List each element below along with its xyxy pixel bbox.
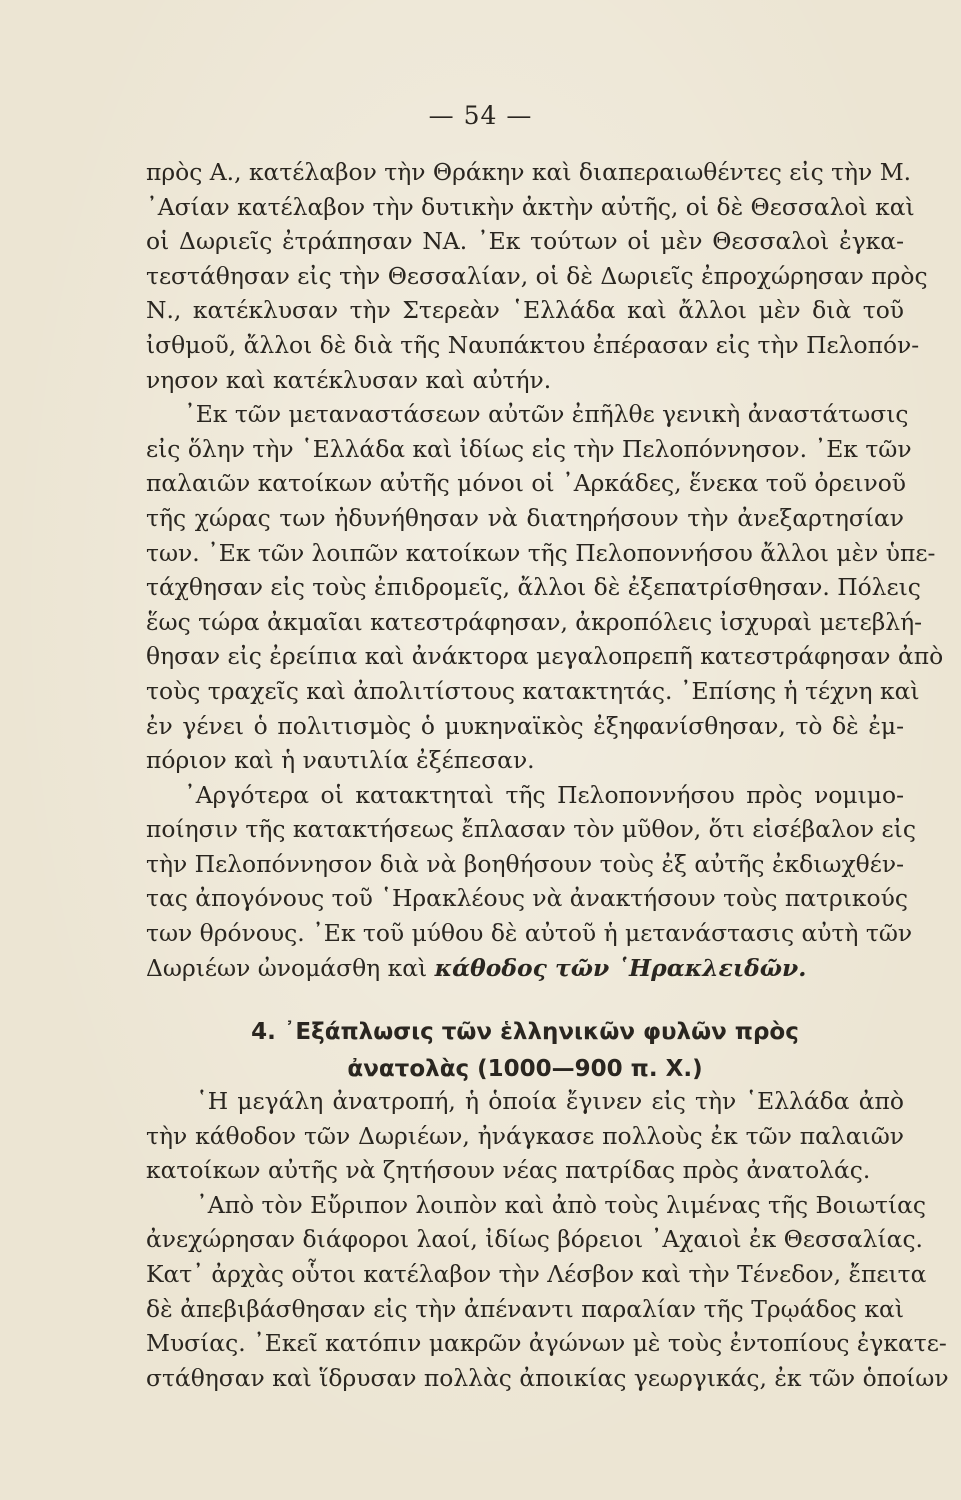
text-line: ᾿Απὸ τὸν Εὔριπον λοιπὸν καὶ ἀπὸ τοὺς λιμένας τῆς Βοιωτίας bbox=[196, 1190, 927, 1219]
text-line: Κατ᾿ ἀρχὰς οὗτοι κατέλαβον τὴν Λέσβον καὶ τὴν Τένεδον, ἔπειτα bbox=[146, 1259, 927, 1288]
text-line: νησον καὶ κατέκλυσαν καὶ αὐτήν. bbox=[146, 365, 552, 394]
text-line: στάθησαν καὶ ἵδρυσαν πολλὰς ἀποικίας γεωργικάς, ἐκ τῶν ὁποίων bbox=[146, 1363, 949, 1392]
text-line: ᾿Εκ τῶν μεταναστάσεων αὐτῶν ἐπῆλθε γενικὴ ἀναστάτωσις bbox=[184, 400, 909, 429]
text-line: θησαν εἰς ἐρείπια καὶ ἀνάκτορα μεγαλοπρεπῆ κατεστράφησαν ἀπὸ bbox=[146, 642, 944, 671]
text-line: ἰσθμοῦ, ἄλλοι δὲ διὰ τῆς Ναυπάκτου ἐπέρασαν εἰς τὴν Πελοπόν- bbox=[146, 330, 920, 359]
text-line: οἱ Δωριεῖς ἐτράπησαν ΝΑ. ᾿Εκ τούτων οἱ μὲν Θεσσαλοὶ ἐγκα- bbox=[146, 227, 904, 256]
text-line: Μυσίας. ᾿Εκεῖ κατόπιν μακρῶν ἀγώνων μὲ τοὺς ἐντοπίους ἐγκατε- bbox=[146, 1329, 947, 1358]
text-line: τοὺς τραχεῖς καὶ ἀπολιτίστους κατακτητάς. ᾿Επίσης ἡ τέχνη καὶ bbox=[146, 676, 920, 705]
text-line: των θρόνους. ᾿Εκ τοῦ μύθου δὲ αὐτοῦ ἡ μετανάστασις αὐτὴ τῶν bbox=[146, 919, 913, 948]
text-line: τας ἀπογόνους τοῦ ῾Ηρακλέους νὰ ἀνακτήσουν τοὺς πατρικούς bbox=[146, 884, 908, 913]
text-line: κατοίκων αὐτῆς νὰ ζητήσουν νέας πατρίδας πρὸς ἀνατολάς. bbox=[146, 1156, 871, 1185]
closing-line-text: Δωριέων ὠνομάσθη καὶ bbox=[146, 953, 435, 982]
text-line: παλαιῶν κατοίκων αὐτῆς μόνοι οἱ ᾿Αρκάδες, ἕνεκα τοῦ ὀρεινοῦ bbox=[146, 469, 907, 498]
text-line: δὲ ἀπεβιβάσθησαν εἰς τὴν ἀπέναντι παραλίαν τῆς Τρῳάδος καὶ bbox=[146, 1294, 904, 1323]
text-line: τῆς χώρας των ἠδυνήθησαν νὰ διατηρήσουν τὴν ἀνεξαρτησίαν bbox=[146, 503, 904, 532]
text-line: τάχθησαν εἰς τοὺς ἐπιδρομεῖς, ἄλλοι δὲ ἐξεπατρίσθησαν. Πόλεις bbox=[146, 573, 921, 602]
text-line: ᾿Ασίαν κατέλαβον τὴν δυτικὴν ἀκτὴν αὐτῆς, οἱ δὲ Θεσσαλοὶ καὶ bbox=[146, 192, 915, 221]
section-heading-line: 4. ᾿Εξάπλωσις τῶν ἑλληνικῶν φυλῶν πρὸς bbox=[251, 1019, 799, 1045]
text-line: ἐν γένει ὁ πολιτισμὸς ὁ μυκηναϊκὸς ἐξηφανίσθησαν, τὸ δὲ ἐμ- bbox=[146, 711, 904, 740]
text-line: πρὸς Α., κατέλαβον τὴν Θράκην καὶ διαπεραιωθέντες εἰς τὴν Μ. bbox=[146, 158, 912, 186]
emphasized-term: κάθοδος τῶν ῾Ηρακλειδῶν. bbox=[434, 953, 807, 982]
text-line: Ν., κατέκλυσαν τὴν Στερεὰν ῾Ελλάδα καὶ ἄλλοι μὲν διὰ τοῦ bbox=[146, 296, 904, 325]
text-line: εἰς ὅλην τὴν ῾Ελλάδα καὶ ἰδίως εἰς τὴν Πελοπόννησον. ᾿Εκ τῶν bbox=[146, 434, 912, 463]
page-number: — 54 — bbox=[428, 101, 533, 130]
text-line: τὴν κάθοδον τῶν Δωριέων, ἠνάγκασε πολλοὺς ἐκ τῶν παλαιῶν bbox=[146, 1121, 904, 1150]
text-line: τὴν Πελοπόννησον διὰ νὰ βοηθήσουν τοὺς ἐξ αὐτῆς ἐκδιωχθέν- bbox=[146, 849, 904, 878]
section-paragraphs bbox=[146, 1084, 949, 1395]
section-heading-line: ἀνατολὰς (1000—900 π. Χ.) bbox=[347, 1056, 703, 1082]
main-paragraphs bbox=[146, 155, 944, 985]
text-line: ἕως τώρα ἀκμαῖαι κατεστράφησαν, ἀκροπόλεις ἰσχυραὶ μετεβλή- bbox=[146, 607, 922, 636]
text-line: ᾿Αργότερα οἱ κατακτηταὶ τῆς Πελοποννήσου πρὸς νομιμο- bbox=[184, 780, 904, 809]
text-line: ἀνεχώρησαν διάφοροι λαοί, ἰδίως βόρειοι ᾿Αχαιοὶ ἐκ Θεσσαλίας. bbox=[146, 1225, 923, 1254]
text-line: ῾Η μεγάλη ἀνατροπή, ἡ ὁποία ἔγινεν εἰς τὴν ῾Ελλάδα ἀπὸ bbox=[196, 1087, 904, 1115]
text-line: των. ᾿Εκ τῶν λοιπῶν κατοίκων τῆς Πελοποννήσου ἄλλοι μὲν ὑπε- bbox=[146, 538, 936, 567]
text-line: ποίησιν τῆς κατακτήσεως ἔπλασαν τὸν μῦθον, ὅτι εἰσέβαλον εἰς bbox=[146, 815, 916, 844]
text-line: πόριον καὶ ἡ ναυτιλία ἐξέπεσαν. bbox=[146, 746, 535, 775]
section-heading bbox=[146, 1014, 904, 1088]
text-line bbox=[146, 951, 904, 986]
text-line: τεστάθησαν εἰς τὴν Θεσσαλίαν, οἱ δὲ Δωριεῖς ἐπροχώρησαν πρὸς bbox=[146, 261, 928, 290]
